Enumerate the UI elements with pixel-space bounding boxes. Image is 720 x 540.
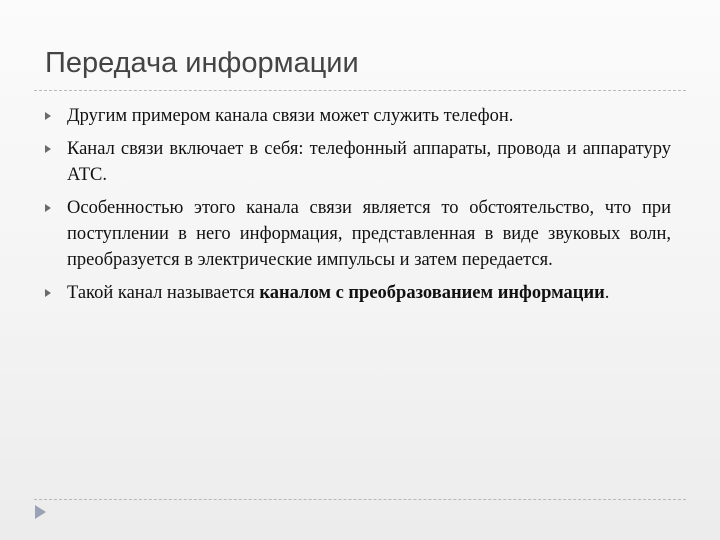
triangle-bullet-icon: [45, 112, 51, 120]
title-divider: [34, 90, 686, 91]
bullet-item-3: [45, 195, 671, 273]
bullet-item-1: [45, 103, 671, 129]
triangle-bullet-icon: [45, 145, 51, 153]
footer-divider: [34, 499, 686, 500]
corner-triangle-icon: [35, 505, 46, 519]
bullet-text-before: Такой канал называется: [67, 283, 260, 303]
bullet-text-after: .: [604, 283, 610, 303]
bullet-text: Другим примером канала связи может служить телефон.: [67, 106, 514, 126]
triangle-bullet-icon: [45, 289, 51, 297]
bullet-text: Особенностью этого канала связи является то обстоятельство, что при поступлении в него информация, представленная в виде звуковых волн, преобразуется в электрические импульсы и затем передается.: [67, 198, 671, 270]
bullet-list: [45, 103, 671, 313]
triangle-bullet-icon: [45, 204, 51, 212]
bullet-item-2: [45, 136, 671, 188]
bullet-item-4: [45, 280, 671, 306]
slide-title: Передача информации: [45, 47, 359, 79]
bullet-text-bold: каналом с преобразованием информации: [259, 283, 605, 303]
bullet-text: Канал связи включает в себя: телефонный аппараты, провода и аппаратуру АТС.: [67, 139, 671, 185]
